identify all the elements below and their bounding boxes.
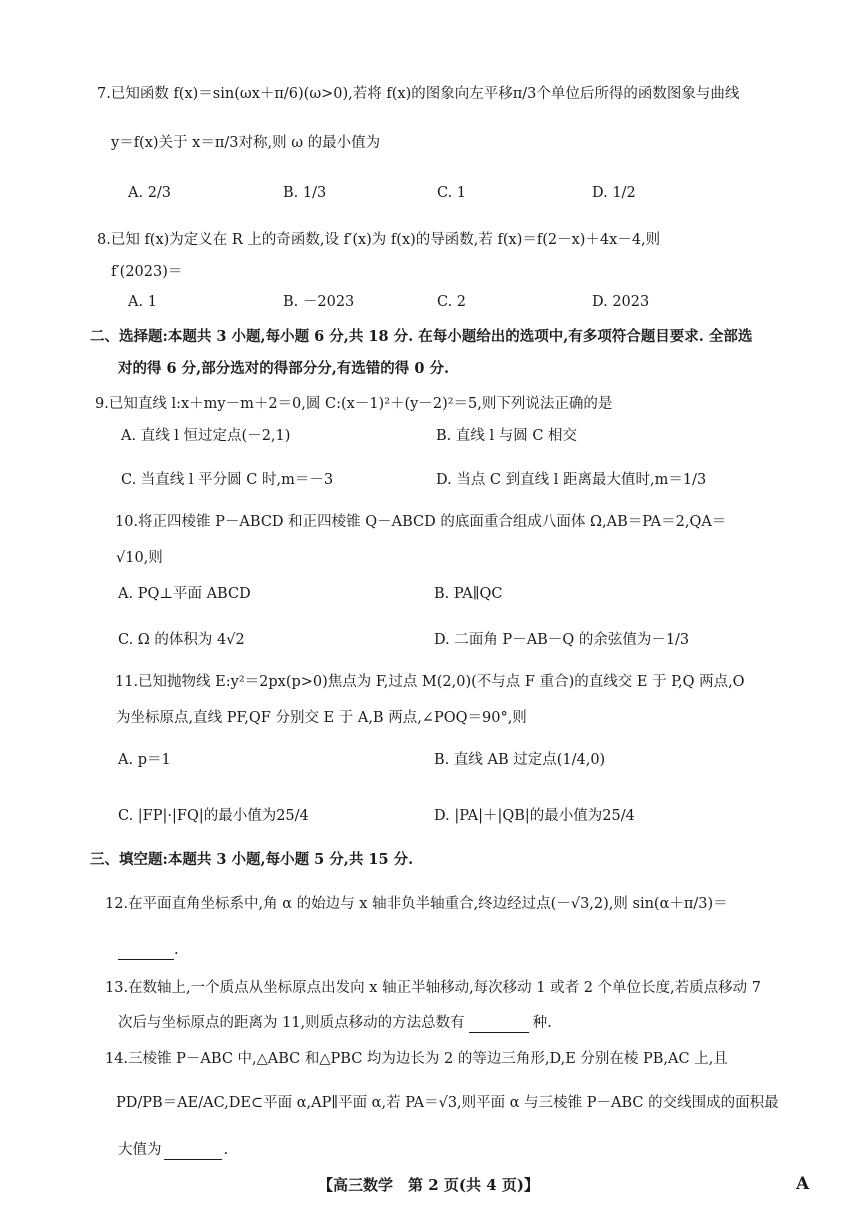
q9-option-a: A. 直线 l 恒过定点(－2,1) bbox=[121, 428, 291, 444]
q8-line2: f′(2023)＝ bbox=[111, 264, 183, 280]
q7-line1: 7.已知函数 f(x)＝sin(ωx＋π/6)(ω>0),若将 f(x)的图象向左平移π/3个单位后所得的函数图象与曲线 bbox=[97, 86, 740, 102]
q13-line2-end: 种. bbox=[532, 1015, 552, 1031]
q14-period: . bbox=[223, 1142, 229, 1158]
q11-option-d: D. |PA|＋|QB|的最小值为25/4 bbox=[434, 808, 635, 824]
q13-answer-blank[interactable] bbox=[469, 1016, 529, 1033]
q13-line1: 13.在数轴上,一个质点从坐标原点出发向 x 轴正半轴移动,每次移动 1 或者 2 个单位长度,若质点移动 7 bbox=[105, 980, 762, 996]
q8-line1: 8.已知 f(x)为定义在 R 上的奇函数,设 f′(x)为 f(x)的导函数,若 f(x)＝f(2－x)＋4x－4,则 bbox=[97, 232, 661, 248]
q12-answer-blank[interactable] bbox=[118, 943, 174, 960]
q9-option-b: B. 直线 l 与圆 C 相交 bbox=[436, 428, 578, 444]
q11-option-c: C. |FP|·|FQ|的最小值为25/4 bbox=[118, 808, 309, 824]
q13-line2 bbox=[118, 1013, 552, 1033]
q10-line1: 10.将正四棱锥 P－ABCD 和正四棱锥 Q－ABCD 的底面重合组成八面体 Ω,AB＝PA＝2,QA＝ bbox=[115, 514, 727, 530]
q10-option-d: D. 二面角 P－AB－Q 的余弦值为－1/3 bbox=[434, 632, 690, 648]
q7-option-b: B. 1/3 bbox=[283, 185, 327, 201]
q8-option-a: A. 1 bbox=[128, 294, 157, 310]
q10-option-c: C. Ω 的体积为 4√2 bbox=[118, 632, 245, 648]
q10-option-b: B. PA∥QC bbox=[434, 586, 503, 602]
q8-option-d: D. 2023 bbox=[592, 294, 650, 310]
q11-line2: 为坐标原点,直线 PF,QF 分别交 E 于 A,B 两点,∠POQ＝90°,则 bbox=[116, 710, 527, 726]
q9-option-d: D. 当点 C 到直线 l 距离最大值时,m＝1/3 bbox=[436, 472, 707, 488]
q7-option-d: D. 1/2 bbox=[592, 185, 636, 201]
q10-option-a: A. PQ⊥平面 ABCD bbox=[118, 586, 251, 602]
q11-option-a: A. p＝1 bbox=[118, 752, 171, 768]
q10-line2: √10,则 bbox=[116, 550, 163, 566]
section2-heading-line2: 对的得 6 分,部分选对的得部分分,有选错的得 0 分. bbox=[118, 360, 450, 377]
q12-period: . bbox=[174, 942, 179, 958]
q14-line2: PD/PB＝AE/AC,DE⊂平面 α,AP∥平面 α,若 PA＝√3,则平面 α 与三棱锥 P－ABC 的交线围成的面积最 bbox=[116, 1095, 779, 1111]
paper-version-mark: A bbox=[796, 1174, 810, 1194]
q9-option-c: C. 当直线 l 平分圆 C 时,m＝－3 bbox=[121, 472, 334, 488]
page-footer: 【高三数学 第 2 页(共 4 页)】 bbox=[318, 1176, 539, 1194]
q11-option-b: B. 直线 AB 过定点(1/4,0) bbox=[434, 752, 606, 768]
q11-line1: 11.已知抛物线 E:y²＝2px(p>0)焦点为 F,过点 M(2,0)(不与点 F 重合)的直线交 E 于 P,Q 两点,O bbox=[115, 674, 745, 690]
q8-option-c: C. 2 bbox=[437, 294, 467, 310]
q8-option-b: B. －2023 bbox=[283, 294, 355, 310]
section3-heading: 三、填空题:本题共 3 小题,每小题 5 分,共 15 分. bbox=[90, 851, 414, 868]
q14-line1: 14.三棱锥 P－ABC 中,△ABC 和△PBC 均为边长为 2 的等边三角形,D,E 分别在棱 PB,AC 上,且 bbox=[105, 1051, 728, 1067]
q9-line1: 9.已知直线 l:x＋my－m＋2＝0,圆 C:(x－1)²＋(y－2)²＝5,则下列说法正确的是 bbox=[95, 396, 613, 412]
q14-answer-blank[interactable] bbox=[164, 1143, 222, 1160]
q14-line3 bbox=[118, 1140, 228, 1160]
q12-line1: 12.在平面直角坐标系中,角 α 的始边与 x 轴非负半轴重合,终边经过点(－√3,2),则 sin(α＋π/3)＝ bbox=[105, 896, 728, 912]
q7-option-c: C. 1 bbox=[437, 185, 467, 201]
q14-line3-text: 大值为 bbox=[118, 1142, 162, 1158]
q7-line2: y＝f(x)关于 x＝π/3对称,则 ω 的最小值为 bbox=[111, 135, 381, 151]
q7-option-a: A. 2/3 bbox=[128, 185, 172, 201]
q12-answer-line bbox=[118, 940, 179, 960]
q13-line2-text: 次后与坐标原点的距离为 11,则质点移动的方法总数有 bbox=[118, 1015, 465, 1031]
section2-heading-line1: 二、选择题:本题共 3 小题,每小题 6 分,共 18 分. 在每小题给出的选项中,有多项符合题目要求. 全部选 bbox=[90, 328, 753, 345]
